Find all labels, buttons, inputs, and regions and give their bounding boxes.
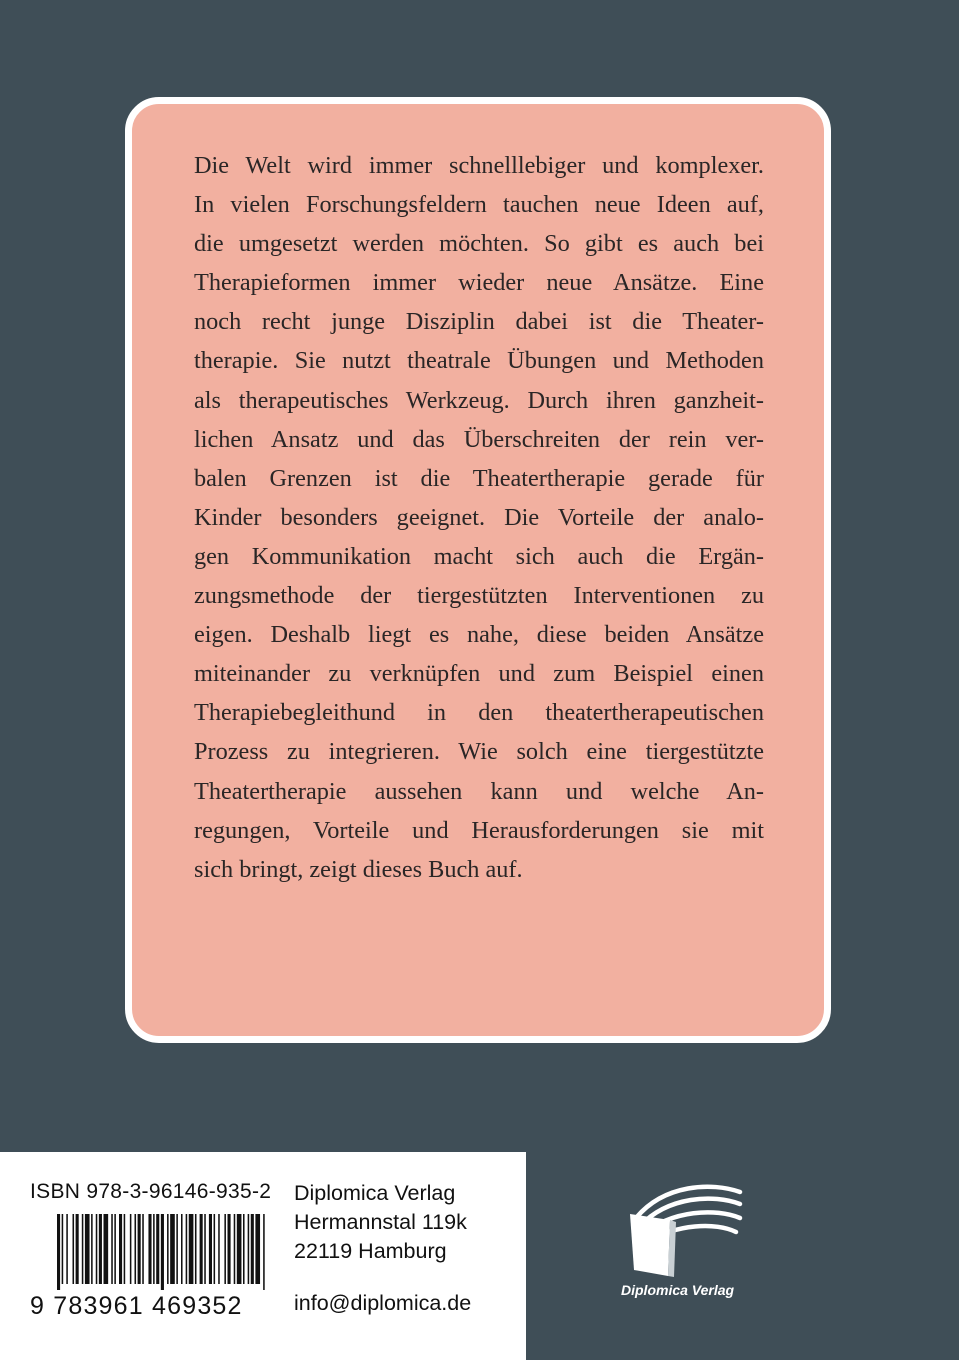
barcode-bar <box>224 1214 226 1284</box>
barcode-bar <box>195 1214 197 1284</box>
blurb-line: Kinder besonders geeignet. Die Vorteile der analo- <box>194 503 764 531</box>
barcode-bar <box>148 1214 151 1284</box>
barcode-bar <box>104 1214 109 1284</box>
blurb-line: regungen, Vorteile und Herausforderungen sie mit <box>194 816 764 844</box>
barcode-bar <box>200 1214 203 1284</box>
barcode-bar <box>57 1214 60 1290</box>
barcode-bar <box>135 1214 137 1284</box>
blurb-line: sich bringt, zeigt dieses Buch auf. <box>194 855 523 883</box>
barcode-bar <box>204 1214 206 1284</box>
blurb-line: lichen Ansatz und das Überschreiten der rein ver- <box>194 425 764 453</box>
barcode-bar <box>214 1214 216 1284</box>
blurb-line: gen Kommunikation macht sich auch die Ergän- <box>194 542 764 570</box>
blurb-line: Therapieformen immer wieder neue Ansätze. Eine <box>194 269 764 297</box>
open-book-icon <box>624 1180 744 1280</box>
barcode-bar <box>96 1214 98 1284</box>
logo-text: Diplomica Verlag <box>621 1282 735 1298</box>
barcode-bar <box>167 1214 169 1284</box>
barcode-bar <box>228 1214 231 1284</box>
publisher-city: 22119 Hamburg <box>294 1239 447 1263</box>
barcode-bar <box>130 1214 132 1284</box>
blurb-line: Prozess zu integrieren. Wie solch eine tiergestützte <box>194 738 764 766</box>
publisher-address <box>294 1179 467 1266</box>
blurb-line: Therapiebegleithund in den theatertherapeutischen <box>194 699 764 727</box>
blurb-line: Theatertherapie aussehen kann und welche An- <box>194 777 764 805</box>
blurb-line: zungsmethode der tiergestützten Interventionen zu <box>194 582 764 610</box>
blurb-line: balen Grenzen ist die Theatertherapie gerade für <box>194 464 764 492</box>
barcode-bar <box>243 1214 245 1284</box>
barcode-bar <box>237 1214 242 1284</box>
barcode-bar <box>138 1214 141 1284</box>
barcode-bar <box>255 1214 260 1284</box>
isbn-label: ISBN 978-3-96146-935-2 <box>30 1180 272 1203</box>
publisher-logo <box>616 1180 776 1300</box>
barcode-bar <box>66 1214 68 1284</box>
blurb-line: Die Welt wird immer schnelllebiger und komplexer. <box>194 152 764 179</box>
barcode-bar <box>234 1214 236 1284</box>
blurb-line: In vielen Forschungsfeldern tauchen neue Ideen auf, <box>194 191 764 219</box>
barcode-bar <box>218 1214 220 1284</box>
blurb-line: therapie. Sie nutzt theatrale Übungen und Methoden <box>194 347 764 375</box>
barcode-bar <box>189 1214 194 1284</box>
blurb-line: die umgesetzt werden möchten. So gibt es auch bei <box>194 230 764 258</box>
barcode-bar <box>186 1214 188 1284</box>
barcode-bar <box>76 1214 79 1284</box>
blurb-line: noch recht junge Disziplin dabei ist die Theater- <box>194 308 764 336</box>
blurb-text <box>194 146 764 889</box>
publisher-email[interactable]: info@diplomica.de <box>294 1291 472 1315</box>
barcode-bar <box>161 1214 164 1290</box>
blurb-line: als therapeutisches Werkzeug. Durch ihren ganzheit- <box>194 386 764 414</box>
barcode-bar <box>124 1214 126 1284</box>
barcode-bar <box>142 1214 144 1284</box>
barcode-bar <box>209 1214 212 1284</box>
blurb-line: eigen. Deshalb liegt es nahe, diese beiden Ansätze <box>194 621 764 649</box>
barcode-bar <box>176 1214 178 1284</box>
barcode-bar <box>62 1214 64 1284</box>
barcode-bar <box>248 1214 250 1284</box>
publisher-street: Hermannstal 119k <box>294 1210 467 1234</box>
barcode <box>57 1214 265 1290</box>
barcode-bar <box>153 1214 155 1284</box>
blurb-line: miteinander zu verknüpfen und zum Beispiel einen <box>194 660 764 688</box>
barcode-bar <box>263 1214 265 1290</box>
barcode-bar <box>114 1214 116 1284</box>
barcode-bar <box>91 1214 93 1284</box>
barcode-bar <box>119 1214 122 1284</box>
barcode-bar <box>156 1214 159 1284</box>
barcode-digits: 9 783961 469352 <box>30 1292 243 1320</box>
barcode-bar <box>111 1214 113 1284</box>
publisher-name: Diplomica Verlag <box>294 1181 456 1205</box>
barcode-bar <box>82 1214 84 1284</box>
barcode-bar <box>99 1214 102 1284</box>
barcode-bar <box>85 1214 90 1284</box>
barcode-bar <box>181 1214 183 1284</box>
barcode-bar <box>170 1214 175 1284</box>
barcode-bar <box>73 1214 75 1284</box>
barcode-bar <box>251 1214 254 1284</box>
